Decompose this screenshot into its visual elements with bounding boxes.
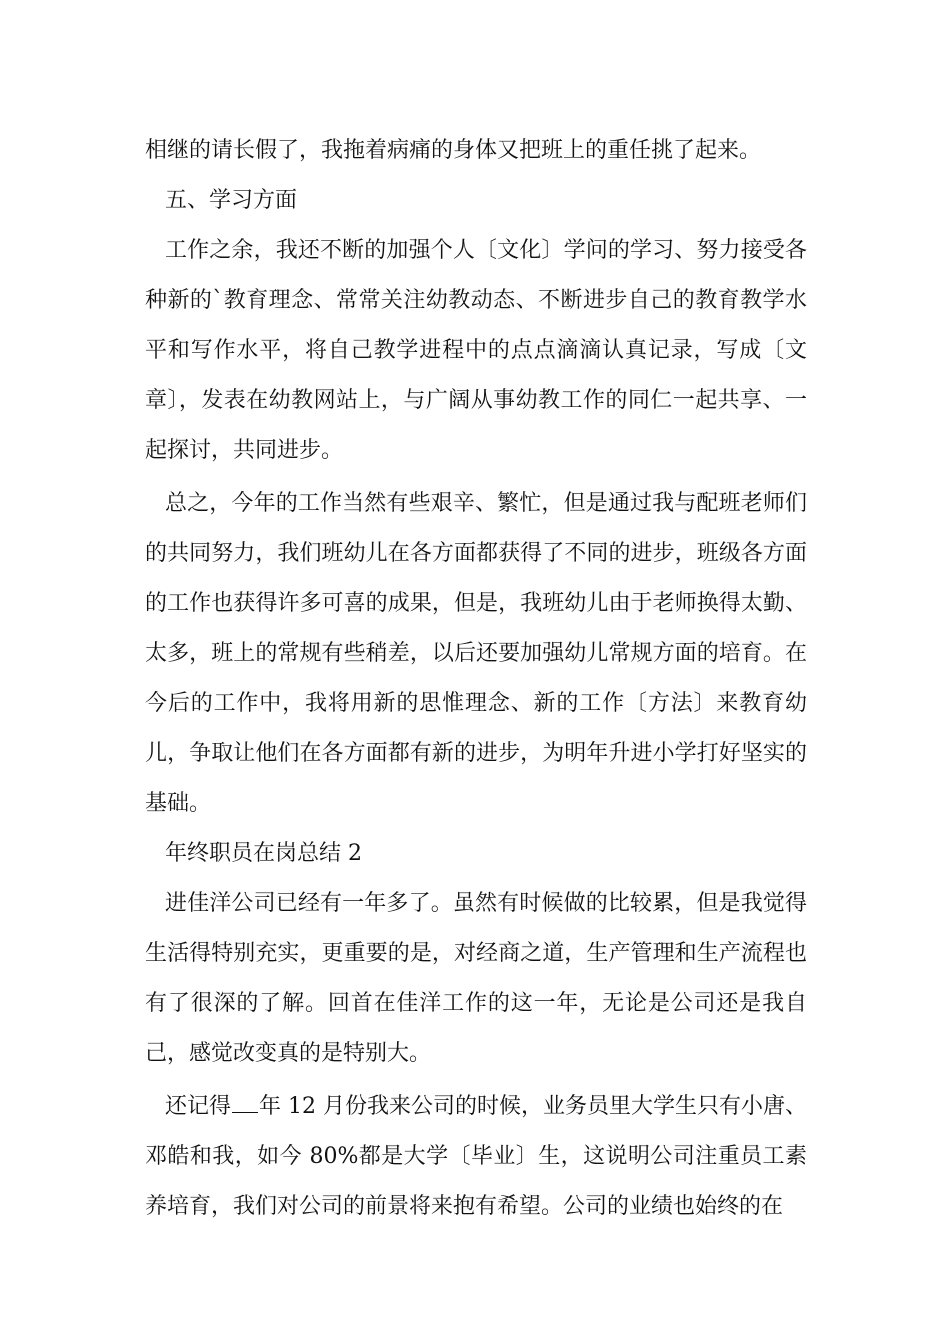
paragraph-summary: 总之，今年的工作当然有些艰辛、繁忙，但是通过我与配班老师们的共同努力，我们班幼儿在各方面都获得了不同的进步，班级各方面的工作也获得许多可喜的成果，但是，我班幼儿由于老师换得太勤、太多，班上的常规有些稍差，以后还要加强幼儿常规方面的培育。在今后的工作中，我将用新的思惟理念、新的工作〔方法〕来教育幼儿，争取让他们在各方面都有新的进步，为明年升进小学打好坚实的基础。 <box>145 491 807 816</box>
document-body <box>145 126 807 1232</box>
paragraph-study: 工作之余，我还不断的加强个人〔文化〕学问的学习、努力接受各种新的`教育理念、常常关注幼教动态、不断进步自己的教育教学水平和写作水平，将自己教学进程中的点点滴滴认真记录，写成〔文章〕，发表在幼教网站上，与广阔从事幼教工作的同仁一起共享、一起探讨，共同进步。 <box>145 238 807 463</box>
section-heading-summary-2: 年终职员在岗总结 2 <box>165 841 362 866</box>
paragraph-company-intro: 进佳洋公司已经有一年多了。虽然有时候做的比较累，但是我觉得生活得特别充实，更重要的是，对经商之道，生产管理和生产流程也有了很深的了解。回首在佳洋工作的这一年，无论是公司还是我自己，感觉改变真的是特别大。 <box>145 891 807 1066</box>
paragraph-company-growth <box>145 1082 807 1232</box>
section-heading-study: 五、学习方面 <box>165 188 298 213</box>
text-segment: 还记得 <box>165 1094 232 1119</box>
fill-in-blank <box>232 1094 258 1113</box>
paragraph-continuation: 相继的请长假了，我拖着病痛的身体又把班上的重任挑了起来。 <box>145 138 762 163</box>
text-segment: 年 12 月份我来公司的时候，业务员里大学生只有小唐、邓皓和我，如今 80%都是大学〔毕业〕生，这说明公司注重员工素养培育，我们对公司的前景将来抱有希望。公司的业绩也始终的在 <box>145 1094 807 1219</box>
